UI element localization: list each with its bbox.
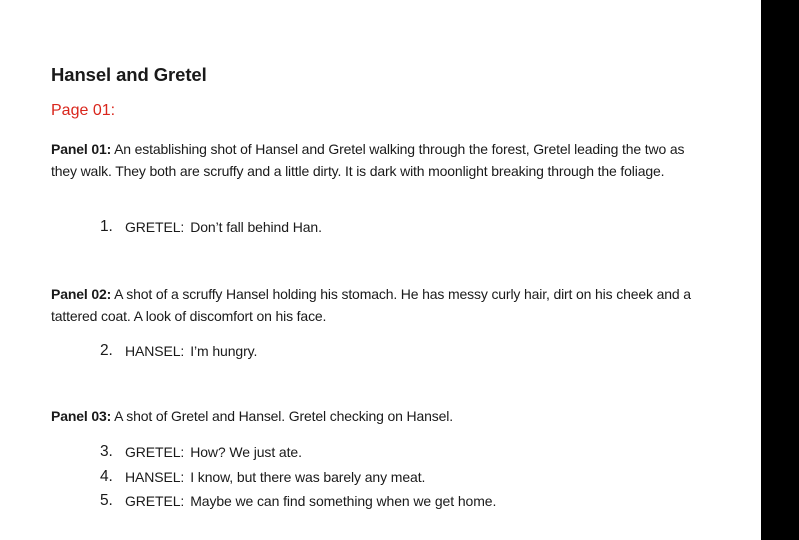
dialogue-text: I’m hungry. <box>190 343 258 359</box>
dialogue-line <box>100 215 322 240</box>
dialogue-text: How? We just ate. <box>190 444 302 460</box>
dialogue-speaker: GRETEL: <box>125 219 185 235</box>
dialogue-number: 2. <box>100 342 113 359</box>
panel-text: An establishing shot of Hansel and Gretel walking through the forest, Gretel leading the two as they walk. They both are scruffy and a little dirty. It is dark with moonlight breaking through the foliage. <box>51 141 685 179</box>
dialogue-text: Maybe we can find something when we get home. <box>190 493 497 509</box>
dialogue-list <box>100 215 322 240</box>
dialogue-line <box>100 339 257 364</box>
panel-label: Panel 01: <box>51 141 112 157</box>
panel-text: A shot of a scruffy Hansel holding his stomach. He has messy curly hair, dirt on his cheek and a tattered coat. A look of discomfort on his face. <box>51 286 691 324</box>
dialogue-line <box>100 440 496 465</box>
dialogue-speaker: GRETEL: <box>125 444 185 460</box>
panel-description <box>51 283 691 327</box>
panel-description <box>51 405 691 427</box>
dialogue-line <box>100 465 496 490</box>
page-label: Page 01: <box>51 102 116 119</box>
document-title: Hansel and Gretel <box>51 64 207 85</box>
panel-text: A shot of Gretel and Hansel. Gretel checking on Hansel. <box>114 408 453 424</box>
panel-description <box>51 138 691 182</box>
dialogue-number: 3. <box>100 443 113 460</box>
dialogue-text: I know, but there was barely any meat. <box>190 468 426 485</box>
dialogue-number: 1. <box>100 218 113 235</box>
dialogue-speaker: HANSEL: <box>125 468 185 485</box>
dialogue-speaker: HANSEL: <box>125 343 185 359</box>
dialogue-line <box>100 489 496 514</box>
panel-label: Panel 02: <box>51 286 112 302</box>
dialogue-list <box>100 339 257 364</box>
right-edge-bar <box>761 0 799 540</box>
dialogue-list <box>100 440 496 514</box>
panel-label: Panel 03: <box>51 408 112 424</box>
dialogue-number: 5. <box>100 492 113 509</box>
dialogue-text: Don’t fall behind Han. <box>190 219 322 235</box>
dialogue-number: 4. <box>100 467 113 485</box>
dialogue-speaker: GRETEL: <box>125 493 185 509</box>
